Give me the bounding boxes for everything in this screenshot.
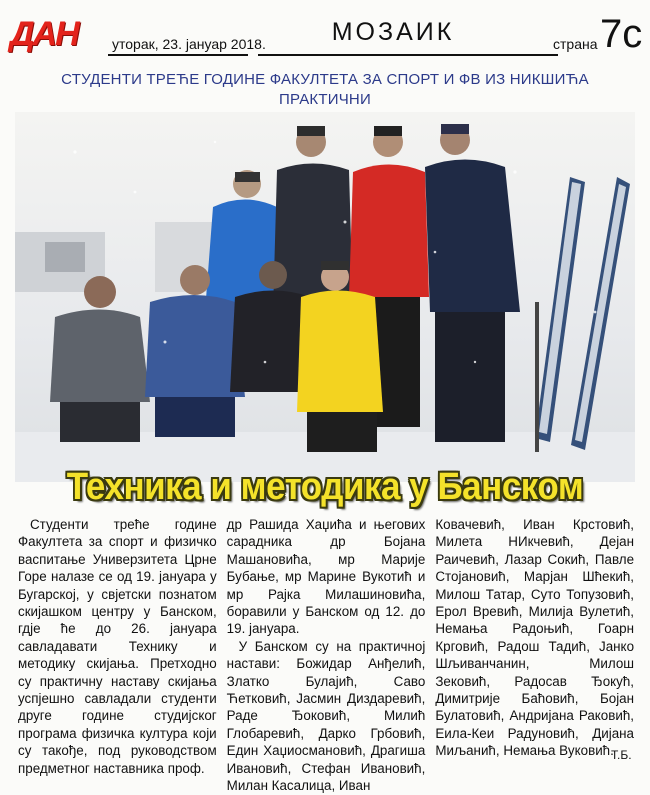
group-ski-photo — [15, 112, 635, 482]
page-label: страна — [553, 36, 598, 52]
masthead — [0, 0, 650, 62]
body-paragraph-4: Ковачевић, Иван Крстовић, Милета НИкчевић, Дејан Раичевић, Лазар Сокић, Павле Стојановић, Марјан Шћекић, Милош Татар, Суто Топузовић, Ерол Вревић, Милија Вулетић, Немања Радоњић, Гоарн Крговић, Радош Тадић, Јанко Шљиванчанин, Милош Зековић, Радосав Ђокућ, Димитрије Баћовић, Бојан Булатовић, Андријана Раковић, Еила-Кеи Радуновић, Дијана Миљанић, Немања Вуковић. — [435, 517, 635, 759]
body-paragraph-2: др Рашида Хаџића и његових сарадника др Бојана Машановића, мр Марије Бубање, мр Марине Вукотић и мр Рајка Милашиновића, боравили у Банском од 12. до 19. јануара. — [226, 517, 426, 637]
article-headline: Техника и методика у Банском — [66, 466, 584, 508]
body-column-1 — [18, 516, 217, 776]
article-body — [18, 516, 635, 794]
page-number: 7с — [600, 12, 643, 56]
body-paragraph-3: У Банском су на практичној настави: Божидар Анђелић, Златко Булајић, Саво Ћетковић, Јасмин Диздаревић, Раде Ђоковић, Милић Глобаревић, Дарко Грбовић, Един Хаџиосмановић, Драгиша Ивановић, Стефан Ивановић, Милан Касалица, Иван — [226, 638, 426, 794]
body-paragraph-1: Студенти треће године Факултета за спорт и физичко васпитање Универзитета Црне Горе налазе се од 19. јануара у Бугарској, у свјетски познатом скијашком центру у Банском, гдје ће до 26. јануара савладавати Технику и методику скијања. Претходно су практичну наставу скијања успјешно савладали студенти друге године студијског програма физичка култура који су такође, под руководством предметног наставника проф. — [18, 517, 217, 776]
header-rule-left — [108, 54, 248, 56]
newspaper-logo — [10, 16, 106, 56]
article-photo — [15, 112, 635, 482]
logo-wordmark: ДАН — [10, 15, 78, 53]
body-column-2 — [226, 516, 426, 794]
author-credit: Т.Б. — [611, 748, 632, 762]
issue-date: уторак, 23. јануар 2018. — [112, 36, 266, 52]
header-rule-right — [258, 54, 558, 56]
deck-line-1: СТУДЕНТИ ТРЕЋЕ ГОДИНЕ ФАКУЛТЕТА ЗА СПОРТ И ФВ ИЗ НИКШИЋА ПРАКТИЧНИ — [61, 71, 589, 108]
section-title: МОЗАИК — [331, 18, 455, 46]
body-column-3 — [435, 516, 634, 764]
